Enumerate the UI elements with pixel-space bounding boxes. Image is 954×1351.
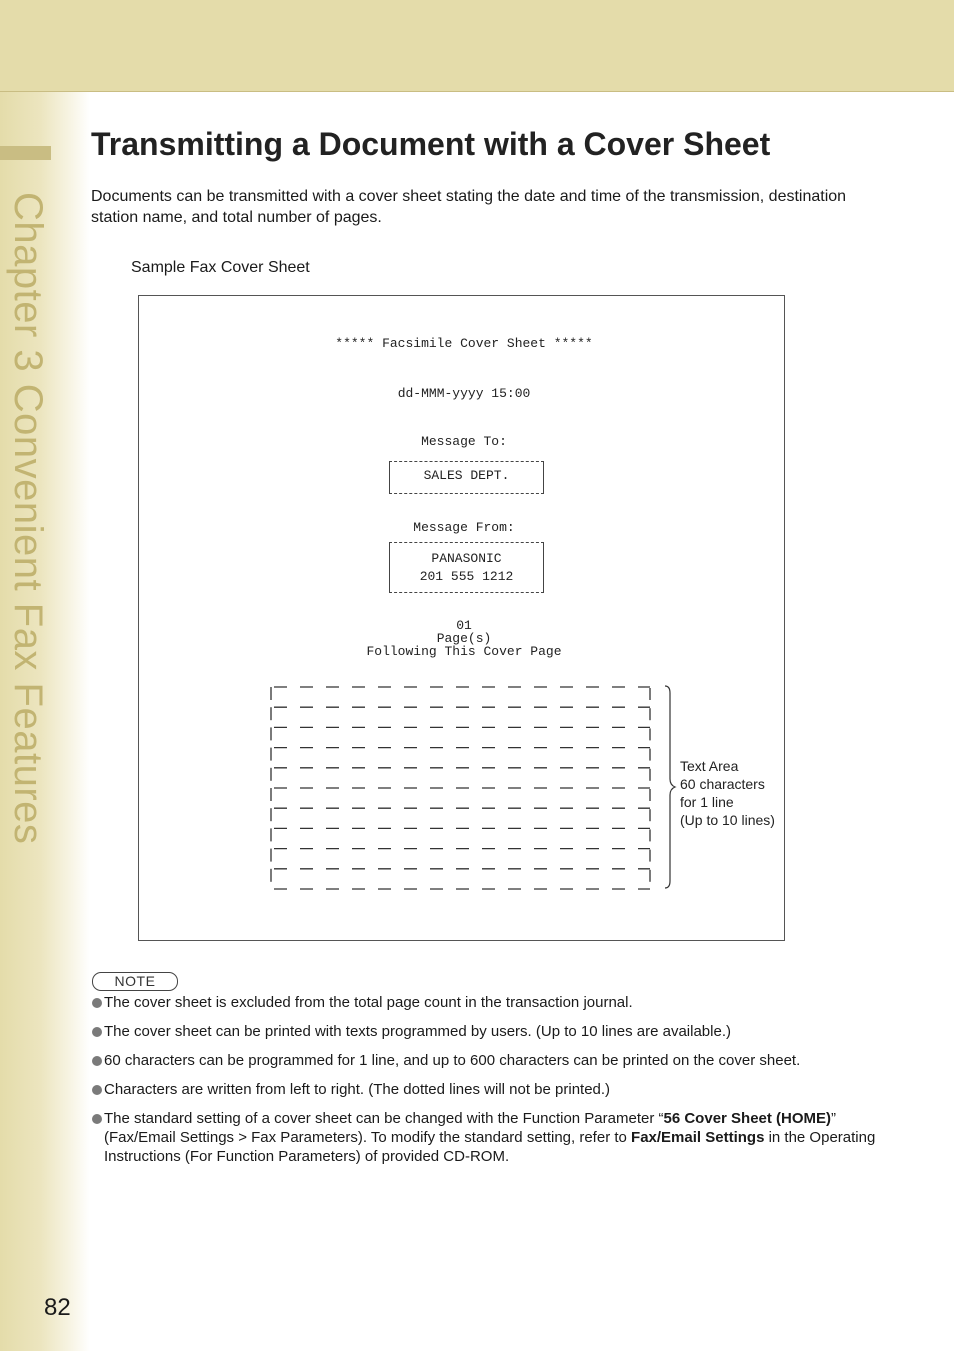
note-badge: NOTE	[92, 972, 178, 991]
message-from-number: 201 555 1212	[419, 569, 514, 584]
bullet-icon	[92, 1056, 102, 1066]
page-number: 82	[44, 1294, 71, 1321]
text-area-label-line1: Text Area	[680, 758, 739, 774]
bullet-icon	[92, 1114, 102, 1124]
header-band	[0, 0, 954, 92]
function-parameter-name: 56 Cover Sheet (HOME)	[663, 1110, 832, 1127]
pages-count: 01	[456, 618, 472, 633]
chapter-tab-marker	[0, 146, 51, 160]
bullet-icon	[92, 998, 102, 1008]
settings-reference: Fax/Email Settings	[631, 1129, 765, 1146]
sheet-heading: ***** Facsimile Cover Sheet *****	[335, 336, 593, 351]
figure-caption: Sample Fax Cover Sheet	[131, 259, 310, 276]
text-area-label-line4: (Up to 10 lines)	[680, 812, 775, 828]
message-to-label: Message To:	[421, 434, 507, 449]
text-area-lines	[264, 681, 684, 896]
pages-label: Page(s)	[436, 631, 492, 646]
pages-following: Following This Cover Page	[366, 644, 562, 659]
note-item	[91, 1080, 891, 1099]
message-to-value: SALES DEPT.	[423, 468, 510, 483]
note-text-part: in the Operating Instructions (For Function Parameters) of provided CD-ROM.	[104, 1129, 876, 1165]
page-title: Transmitting a Document with a Cover Sheet	[91, 126, 771, 162]
note-text: The cover sheet can be printed with texts programmed by users. (Up to 10 lines are available.)	[104, 1023, 731, 1040]
sheet-date: dd-MMM-yyyy 15:00	[397, 386, 531, 401]
text-area-brace	[665, 686, 675, 888]
chapter-label: Chapter 3 Convenient Fax Features	[6, 192, 50, 845]
message-from-name: PANASONIC	[431, 551, 502, 566]
note-text: Characters are written from left to right. (The dotted lines will not be printed.)	[104, 1081, 611, 1098]
note-item	[91, 1109, 891, 1166]
note-list	[91, 993, 891, 1176]
note-text-part: The standard setting of a cover sheet can be changed with the Function Parameter “	[104, 1110, 664, 1127]
text-area-label-line3: for 1 line	[680, 794, 734, 810]
bullet-icon	[92, 1085, 102, 1095]
message-from-box	[389, 542, 544, 593]
note-item	[91, 1051, 891, 1070]
text-area-label	[680, 757, 775, 829]
intro-paragraph: Documents can be transmitted with a cover sheet stating the date and time of the transmission, destination station name, and total number of pages.	[91, 188, 847, 226]
bullet-icon	[92, 1027, 102, 1037]
note-text-part: ” (Fax/Email Settings > Fax Parameters). To modify the standard setting, refer to	[104, 1110, 837, 1146]
note-item	[91, 1022, 891, 1041]
note-item	[91, 993, 891, 1012]
message-from-label: Message From:	[413, 520, 515, 535]
note-text: 60 characters can be programmed for 1 line, and up to 600 characters can be printed on the cover sheet.	[104, 1052, 801, 1069]
sample-cover-sheet	[138, 295, 785, 941]
note-text: The cover sheet is excluded from the total page count in the transaction journal.	[104, 994, 633, 1011]
text-area-label-line2: 60 characters	[680, 776, 765, 792]
